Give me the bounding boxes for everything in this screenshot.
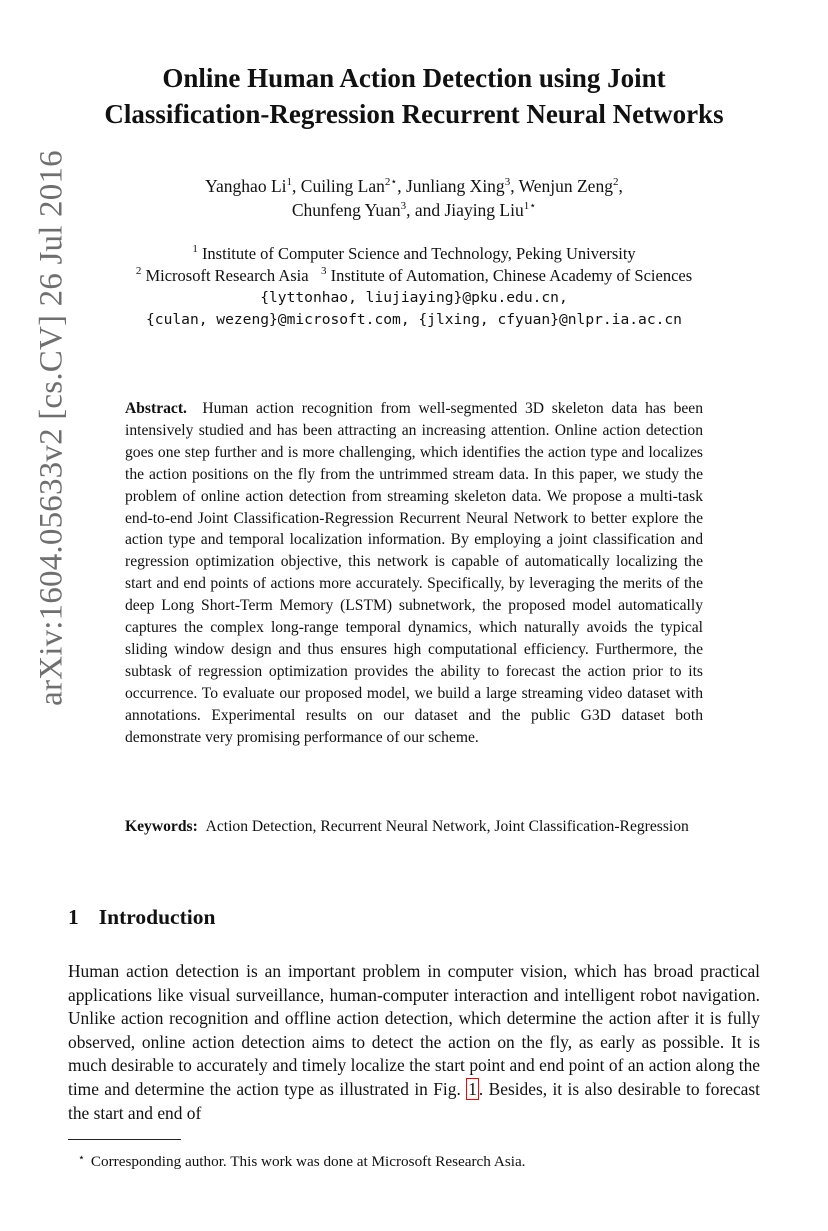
- keywords: [125, 816, 703, 838]
- footnote: [78, 1148, 525, 1172]
- author-separator: ,: [397, 176, 406, 196]
- affiliation-mark: 1: [192, 243, 198, 255]
- author-line-2: [90, 198, 738, 222]
- paper-title: [80, 60, 748, 132]
- section-heading-introduction: [68, 903, 215, 931]
- author-name: Chunfeng Yuan: [291, 200, 401, 220]
- author-name: Wenjun Zeng: [518, 176, 613, 196]
- section-title: Introduction: [98, 905, 216, 929]
- author-list: [90, 174, 738, 222]
- affiliation-casia: Institute of Automation, Chinese Academy of Sciences: [330, 266, 693, 285]
- author-affiliation-mark: 3: [400, 200, 407, 212]
- affiliation-pku: Institute of Computer Science and Technology, Peking University: [201, 244, 636, 263]
- paper-title-line-2: Classification-Regression Recurrent Neural Networks: [104, 99, 724, 129]
- author-separator: ,: [618, 176, 623, 196]
- section-number: 1: [68, 905, 79, 929]
- author-affiliation-mark: 2: [612, 176, 619, 188]
- author-name: Jiaying Liu: [444, 200, 524, 220]
- abstract-label: Abstract.: [125, 400, 187, 417]
- author-separator: ,: [510, 176, 519, 196]
- author-affiliation-mark: 1⋆: [523, 200, 537, 212]
- intro-text-continued: . Besides, it is also desirable to forecast the start and end of: [68, 1078, 760, 1123]
- author-affiliation-mark: 3: [504, 176, 511, 188]
- footnote-mark: ⋆: [78, 1152, 85, 1164]
- abstract: [125, 398, 703, 749]
- author-affiliation-mark: 2⋆: [384, 176, 398, 188]
- footnote-text: Corresponding author. This work was done at Microsoft Research Asia.: [90, 1153, 526, 1170]
- figure-reference-link[interactable]: 1: [468, 1078, 477, 1099]
- author-name: Cuiling Lan: [300, 176, 385, 196]
- email-line-2: {culan, wezeng}@microsoft.com, {jlxing, cfyuan}@nlpr.ia.ac.cn: [146, 311, 682, 328]
- intro-paragraph: [68, 960, 760, 1125]
- keywords-label: Keywords:: [125, 818, 198, 835]
- author-separator: , and: [406, 200, 445, 220]
- author-affiliation-mark: 1: [286, 176, 293, 188]
- affiliation-mark: 2: [135, 265, 142, 277]
- author-name: Yanghao Li: [205, 176, 287, 196]
- affiliation-mark: 3: [320, 265, 327, 277]
- author-separator: ,: [292, 176, 301, 196]
- arxiv-identifier-stamp: arXiv:1604.05633v2 [cs.CV] 26 Jul 2016: [33, 150, 70, 706]
- email-line-1: {lyttonhao, liujiaying}@pku.edu.cn,: [260, 289, 568, 306]
- abstract-text: Human action recognition from well-segmented 3D skeleton data has been intensively studied and has been attracting an increasing attention. Online action detection goes one step further and is more challenging, which identifies the action type and localizes the action positions on the fly from the untrimmed stream data. In this paper, we study the problem of online action detection from streaming skeleton data. We propose a multi-task end-to-end Joint Classification-Regression Recurrent Neural Network to better explore the action type and temporal localization information. By employing a joint classification and regression optimization objective, this network is capable of automatically localizing the start and end points of actions more accurately. Specifically, by leveraging the merits of the deep Long Short-Term Memory (LSTM) subnetwork, the proposed model automatically captures the complex long-range temporal dynamics, which naturally avoids the typical sliding window design and thus ensures high computational efficiency. Furthermore, the subtask of regression optimization provides the ability to forecast the action prior to its occurrence. To evaluate our proposed model, we build a large streaming video dataset with annotations. Experimental results on our dataset and the public G3D dataset both demonstrate very promising performance of our scheme.: [125, 400, 703, 746]
- paper-title-line-1: Online Human Action Detection using Joint: [162, 63, 666, 93]
- footnote-divider: [68, 1139, 181, 1140]
- author-name: Junliang Xing: [406, 176, 505, 196]
- keywords-text: Action Detection, Recurrent Neural Network, Joint Classification-Regression: [205, 818, 689, 835]
- intro-text: Human action detection is an important problem in computer vision, which has broad practical applications like visual surveillance, human-computer interaction and intelligent robot navigation. Unlike action recognition and offline action detection, which determine the action after it is fully observed, online action detection aims to detect the action on the fly, as early as possible. It is much desirable to accurately and timely localize the start point and end point of an action along the time and determine the action type as illustrated in Fig.: [68, 961, 760, 1099]
- affiliation-line-1: [60, 243, 768, 265]
- author-line-1: [90, 174, 738, 198]
- affiliation-msra: Microsoft Research Asia: [145, 266, 309, 285]
- affiliation-line-2: [60, 265, 768, 287]
- affiliations: [60, 243, 768, 331]
